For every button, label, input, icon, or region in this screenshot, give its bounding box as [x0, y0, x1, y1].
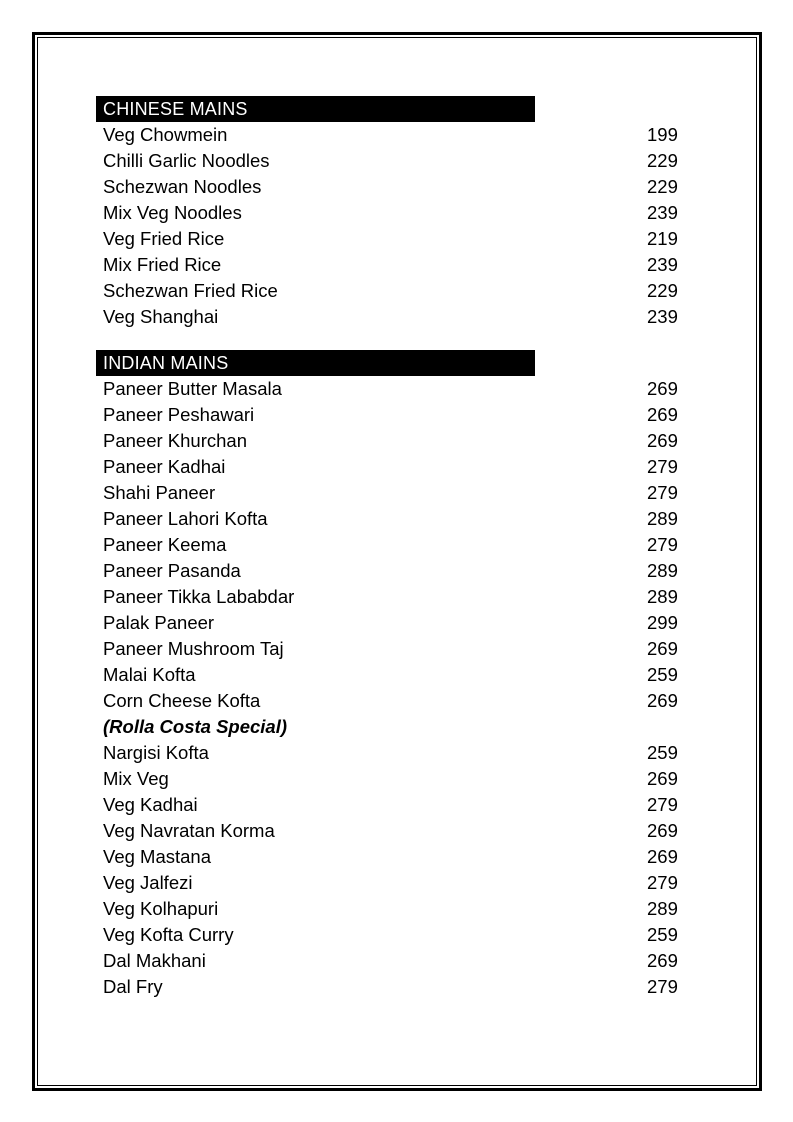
- menu-item: [96, 740, 696, 766]
- menu-item: [96, 122, 696, 148]
- item-name: Nargisi Kofta: [103, 742, 209, 763]
- menu-item: [96, 688, 696, 714]
- menu-item: [96, 454, 696, 480]
- item-price: 239: [647, 202, 678, 223]
- menu-item: [96, 376, 696, 402]
- item-name: Veg Mastana: [103, 846, 211, 867]
- item-price: 229: [647, 280, 678, 301]
- item-price: 289: [647, 508, 678, 529]
- menu-item: [96, 252, 696, 278]
- section-header: INDIAN MAINS: [96, 350, 535, 376]
- item-price: 269: [647, 638, 678, 659]
- menu-item: [96, 558, 696, 584]
- menu-item: [96, 610, 696, 636]
- menu-item: [96, 792, 696, 818]
- item-name: Paneer Peshawari: [103, 404, 255, 425]
- item-name: Malai Kofta: [103, 664, 196, 685]
- item-name: Schezwan Noodles: [103, 176, 262, 197]
- menu-item: [96, 844, 696, 870]
- item-price: 269: [647, 950, 678, 971]
- item-price: 219: [647, 228, 678, 249]
- menu-item: [96, 428, 696, 454]
- item-price: 259: [647, 664, 678, 685]
- item-name: Paneer Keema: [103, 534, 227, 555]
- item-price: 229: [647, 150, 678, 171]
- item-name: Veg Kofta Curry: [103, 924, 234, 945]
- menu-item: [96, 896, 696, 922]
- menu-content: [96, 96, 696, 1000]
- item-name: Corn Cheese Kofta: [103, 690, 261, 711]
- item-name: Veg Chowmein: [103, 124, 228, 145]
- item-price: 299: [647, 612, 678, 633]
- item-name: Paneer Lahori Kofta: [103, 508, 268, 529]
- item-price: 289: [647, 560, 678, 581]
- menu-item: [96, 948, 696, 974]
- item-name: Paneer Pasanda: [103, 560, 241, 581]
- item-price: 269: [647, 404, 678, 425]
- item-name: Paneer Kadhai: [103, 456, 226, 477]
- menu-item: [96, 922, 696, 948]
- menu-item: [96, 226, 696, 252]
- menu-item: [96, 278, 696, 304]
- item-price: 269: [647, 690, 678, 711]
- menu-section-indian-mains: [96, 350, 696, 1000]
- menu-item: [96, 200, 696, 226]
- item-price: 269: [647, 378, 678, 399]
- item-name: Paneer Khurchan: [103, 430, 247, 451]
- item-name: Veg Fried Rice: [103, 228, 225, 249]
- item-price: 279: [647, 534, 678, 555]
- item-price: 279: [647, 976, 678, 997]
- item-name: Veg Navratan Korma: [103, 820, 275, 841]
- item-price: 259: [647, 924, 678, 945]
- menu-item-note: [96, 714, 696, 740]
- item-name: Mix Fried Rice: [103, 254, 222, 275]
- menu-item: [96, 402, 696, 428]
- item-price: 269: [647, 768, 678, 789]
- menu-item: [96, 506, 696, 532]
- item-price: 269: [647, 820, 678, 841]
- item-price: 279: [647, 482, 678, 503]
- item-name: Mix Veg: [103, 768, 169, 789]
- item-name: Paneer Butter Masala: [103, 378, 282, 399]
- menu-item: [96, 766, 696, 792]
- item-name: Paneer Tikka Lababdar: [103, 586, 295, 607]
- item-name: Veg Jalfezi: [103, 872, 193, 893]
- item-name: Paneer Mushroom Taj: [103, 638, 284, 659]
- section-header: CHINESE MAINS: [96, 96, 535, 122]
- item-price: 259: [647, 742, 678, 763]
- menu-item: [96, 148, 696, 174]
- item-name: Mix Veg Noodles: [103, 202, 242, 223]
- item-price: 239: [647, 306, 678, 327]
- menu-item: [96, 974, 696, 1000]
- item-price: 279: [647, 872, 678, 893]
- item-price: 269: [647, 430, 678, 451]
- item-name: Chilli Garlic Noodles: [103, 150, 270, 171]
- menu-section-chinese-mains: [96, 96, 696, 330]
- menu-item: [96, 870, 696, 896]
- item-name: Dal Makhani: [103, 950, 206, 971]
- item-price: 229: [647, 176, 678, 197]
- item-name: Schezwan Fried Rice: [103, 280, 278, 301]
- menu-item: [96, 584, 696, 610]
- item-name: Veg Shanghai: [103, 306, 219, 327]
- item-name: Palak Paneer: [103, 612, 215, 633]
- item-price: 289: [647, 586, 678, 607]
- item-name: Veg Kadhai: [103, 794, 198, 815]
- special-note: (Rolla Costa Special): [103, 716, 288, 737]
- item-price: 279: [647, 794, 678, 815]
- item-price: 239: [647, 254, 678, 275]
- menu-item: [96, 636, 696, 662]
- item-price: 279: [647, 456, 678, 477]
- item-price: 289: [647, 898, 678, 919]
- item-name: Veg Kolhapuri: [103, 898, 219, 919]
- menu-item: [96, 818, 696, 844]
- item-name: Dal Fry: [103, 976, 163, 997]
- menu-item: [96, 662, 696, 688]
- menu-item-list: [96, 122, 696, 330]
- menu-item: [96, 532, 696, 558]
- item-price: 269: [647, 846, 678, 867]
- menu-item: [96, 304, 696, 330]
- menu-item: [96, 174, 696, 200]
- menu-item: [96, 480, 696, 506]
- item-price: 199: [647, 124, 678, 145]
- item-name: Shahi Paneer: [103, 482, 216, 503]
- menu-item-list: [96, 376, 696, 1000]
